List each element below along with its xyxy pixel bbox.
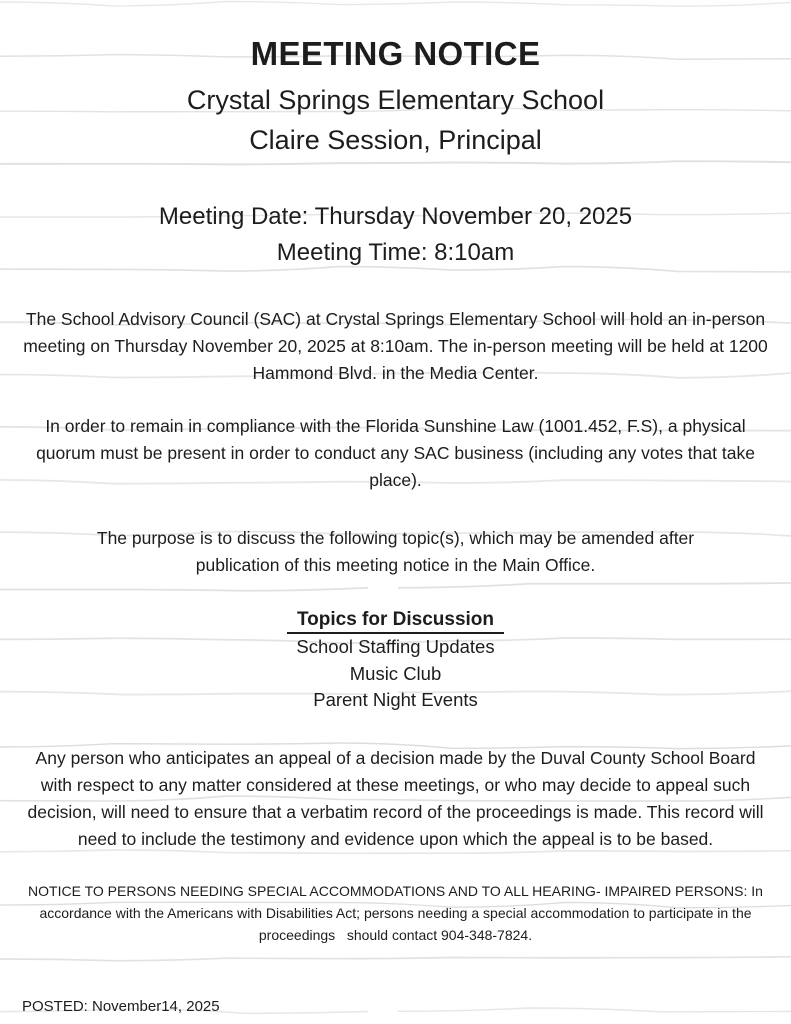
paragraph-purpose: The purpose is to discuss the following topic(s), which may be amended after publication of this meeting notice in the Main Office. [96,527,695,575]
paragraph-ada-notice: NOTICE TO PERSONS NEEDING SPECIAL ACCOMMODATIONS AND TO ALL HEARING- IMPAIRED PERSONS: In accordance with the Americans with Disabilities Act; persons needing a special accommodation to participate in the proceedings should contact 904-348-7824. [28,882,767,943]
posted-date: POSTED: November14, 2025 [22,997,220,1015]
paragraph-sunshine-law: In order to remain in compliance with the Florida Sunshine Law (1001.452, F.S), a physical quorum must be present in order to conduct any SAC business (including any votes that take place). [36,415,755,490]
topics-heading-row [0,608,791,635]
meeting-time: Meeting Time: 8:10am [276,238,515,266]
topic-item: Parent Night Events [313,689,478,711]
principal-name: Claire Session, Principal [249,124,542,155]
school-name: Crystal Springs Elementary School [186,85,605,116]
document-title: MEETING NOTICE [250,35,541,72]
topics-heading: Topics for Discussion [287,608,504,635]
paragraph-appeal: Any person who anticipates an appeal of a decision made by the Duval County School Board with respect to any matter considered at these meetings, or who may decide to appeal such decision, will need to ensure that a verbatim record of the proceedings is made. This record will need to include the testimony and evidence upon which the appeal is to be based. [27,747,764,849]
paragraph-intro: The School Advisory Council (SAC) at Crystal Springs Elementary School will hold an in-person meeting on Thursday November 20, 2025 at 8:10am. The in-person meeting will be held at 1200 Hammond Blvd. in the Media Center. [23,308,768,383]
topic-item: School Staffing Updates [296,636,495,658]
topic-item: Music Club [349,662,442,684]
meeting-date: Meeting Date: Thursday November 20, 2025 [158,203,633,231]
topics-section [0,608,791,714]
